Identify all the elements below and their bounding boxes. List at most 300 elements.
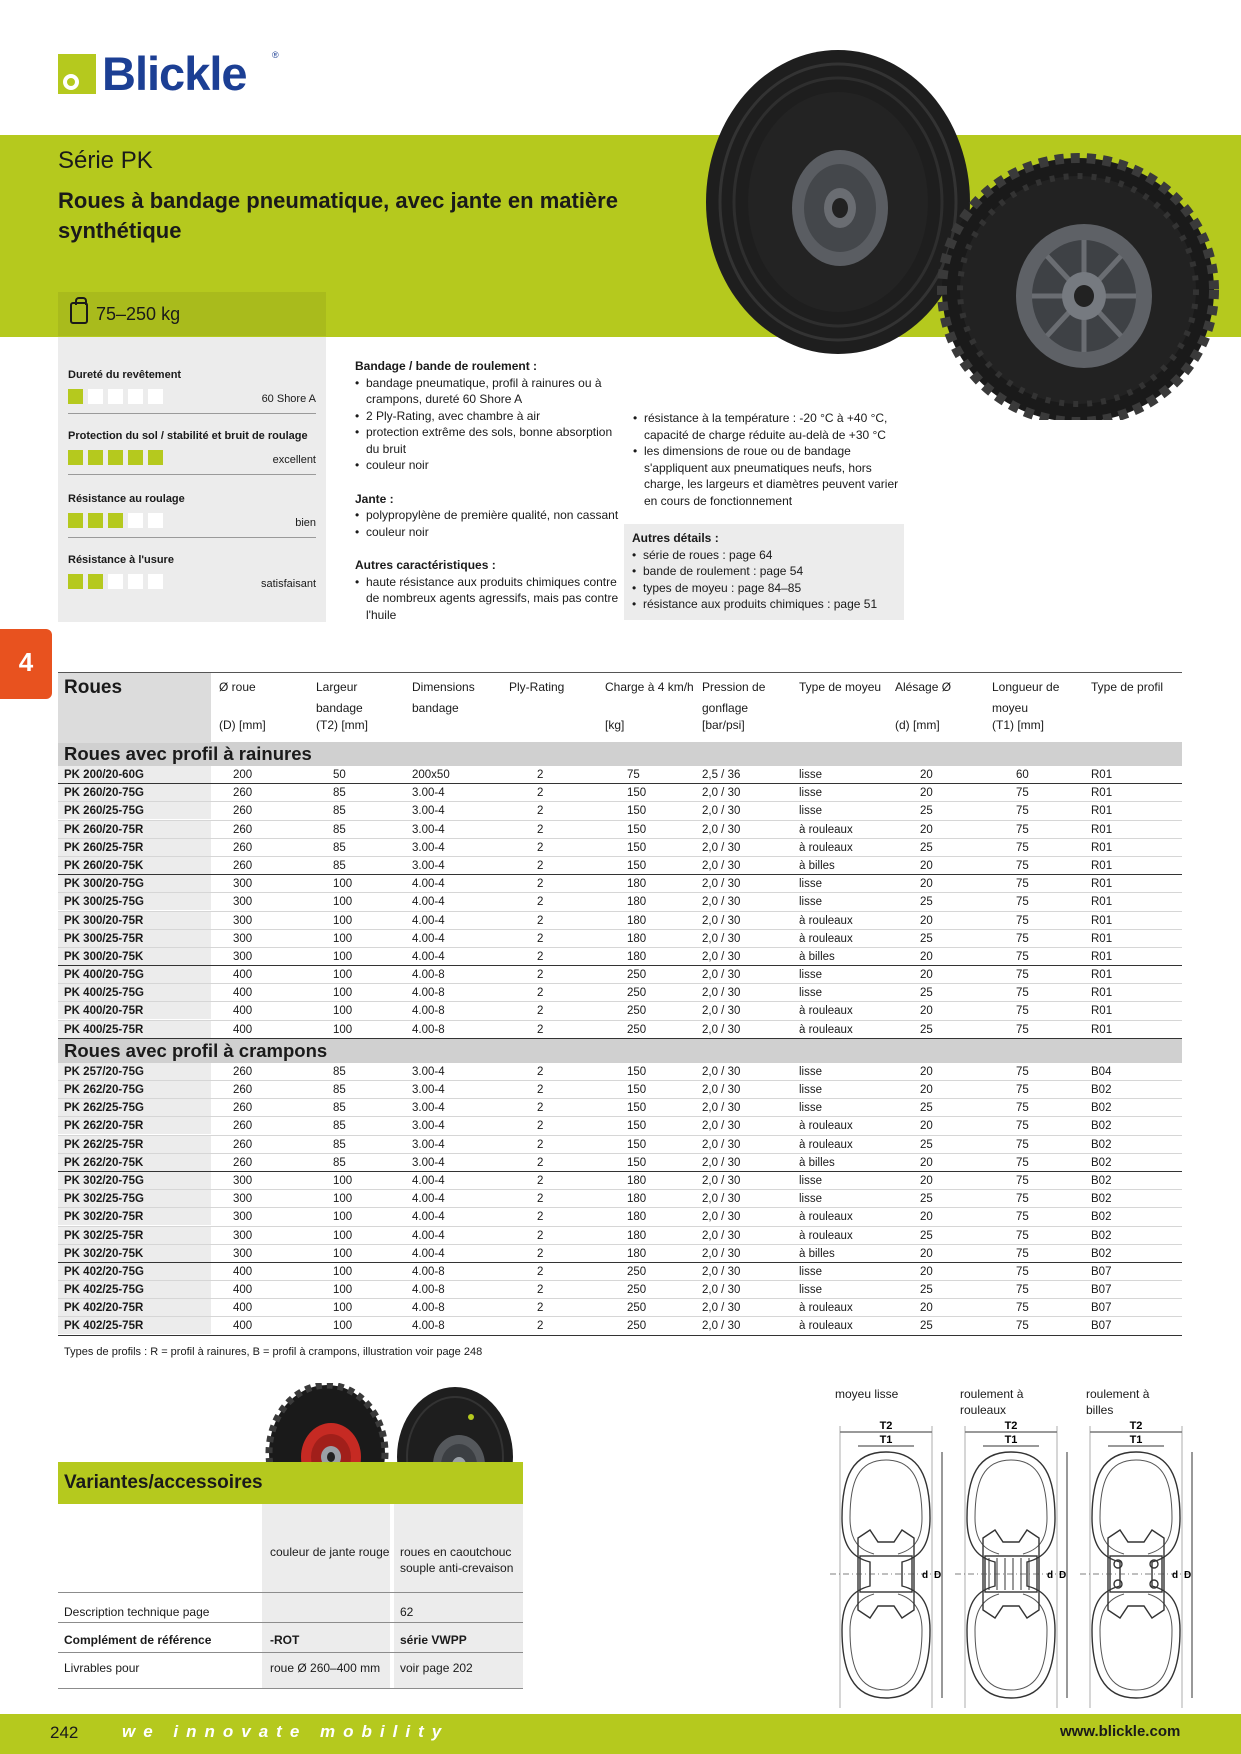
hub-drawing xyxy=(830,1418,950,1718)
table-cell: à rouleaux xyxy=(799,1005,853,1018)
table-cell: 2,0 / 30 xyxy=(702,1265,741,1278)
table-cell: 4.00-4 xyxy=(412,950,445,963)
table-cell: 180 xyxy=(627,896,647,909)
variant-row-label: Description technique page xyxy=(64,1605,210,1619)
table-cell: B07 xyxy=(1091,1302,1112,1315)
table-cell: 20 xyxy=(920,1156,933,1169)
article-number: PK 300/20-75R xyxy=(58,912,211,929)
table-row xyxy=(58,1245,1182,1263)
table-row xyxy=(58,1117,1182,1135)
table-cell: 25 xyxy=(920,805,933,818)
table-cell: 2,0 / 30 xyxy=(702,859,741,872)
article-number: PK 200/20-60G xyxy=(58,766,211,783)
table-cell: 20 xyxy=(920,969,933,982)
table-cell: 2,0 / 30 xyxy=(702,969,741,982)
table-cell: 300 xyxy=(233,1174,253,1187)
rating-square-filled xyxy=(88,574,103,589)
table-cell: 260 xyxy=(233,805,253,818)
table-cell: 100 xyxy=(333,1302,353,1315)
table-cell: B02 xyxy=(1091,1211,1112,1224)
table-cell: 50 xyxy=(333,769,346,781)
table-cell: 3.00-4 xyxy=(412,859,445,872)
variant-row-value: voir page 202 xyxy=(400,1661,473,1675)
svg-text:D: D xyxy=(934,1570,942,1581)
table-cell: 2 xyxy=(537,969,544,982)
table-row xyxy=(58,1263,1182,1281)
table-cell: 2 xyxy=(537,823,544,836)
table-cell: 4.00-8 xyxy=(412,1284,445,1297)
weight-icon xyxy=(70,302,88,324)
table-cell: 85 xyxy=(333,823,346,836)
table-cell: 2 xyxy=(537,1120,544,1133)
table-cell: lisse xyxy=(799,878,823,891)
logo-mark xyxy=(58,54,96,94)
table-cell: 100 xyxy=(333,969,353,982)
article-number: PK 402/20-75R xyxy=(58,1299,211,1316)
rating-rolling-resistance xyxy=(68,493,316,533)
table-cell: B04 xyxy=(1091,1065,1112,1078)
table-cell: 4.00-8 xyxy=(412,1320,445,1333)
list-item: • série de roues : page 64 xyxy=(632,547,896,564)
rating-square-empty xyxy=(128,389,143,404)
table-cell: 2 xyxy=(537,1229,544,1242)
table-cell: 75 xyxy=(1016,1120,1029,1133)
table-cell: 2,0 / 30 xyxy=(702,950,741,963)
rating-square-filled xyxy=(68,513,83,528)
article-number: PK 302/25-75G xyxy=(58,1190,211,1207)
table-cell: 2,0 / 30 xyxy=(702,1247,741,1260)
table-cell: 75 xyxy=(1016,932,1029,945)
column-unit: [kg] xyxy=(605,718,625,732)
svg-text:D: D xyxy=(1184,1570,1192,1581)
table-cell: R01 xyxy=(1091,896,1113,909)
description-column-1 xyxy=(355,358,625,623)
table-row xyxy=(58,966,1182,984)
article-number: PK 262/20-75K xyxy=(58,1154,211,1171)
table-cell: 75 xyxy=(627,769,640,781)
table-cell: 2,0 / 30 xyxy=(702,932,741,945)
table-cell: 300 xyxy=(233,1193,253,1206)
table-cell: 2 xyxy=(537,1065,544,1078)
table-cell: 150 xyxy=(627,805,647,818)
table-cell: 400 xyxy=(233,1023,253,1036)
slogan: we innovate mobility xyxy=(122,1722,450,1741)
article-number: PK 302/20-75G xyxy=(58,1172,211,1189)
rim-list xyxy=(355,507,625,540)
article-number: PK 302/25-75R xyxy=(58,1227,211,1244)
tread-heading: Bandage / bande de roulement : xyxy=(355,359,538,373)
table-row xyxy=(58,875,1182,893)
table-cell: 2 xyxy=(537,859,544,872)
table-cell: 75 xyxy=(1016,1284,1029,1297)
rating-square-filled xyxy=(88,513,103,528)
list-item: • protection extrême des sols, bonne absorption du bruit xyxy=(355,424,625,457)
table-cell: 400 xyxy=(233,969,253,982)
table-cell: 20 xyxy=(920,914,933,927)
table-cell: 3.00-4 xyxy=(412,1102,445,1115)
table-cell: 75 xyxy=(1016,1005,1029,1018)
list-item: • les dimensions de roue ou de bandage s'appliquent aux pneumatiques neufs, hors charge, les largeurs et diamètres peuvent varier en cours de fonctionnement xyxy=(633,443,908,509)
table-cell: 20 xyxy=(920,769,933,781)
rating-name: Protection du sol / stabilité et bruit de roulage xyxy=(68,430,308,442)
table-cell: 85 xyxy=(333,841,346,854)
article-number: PK 260/25-75R xyxy=(58,839,211,856)
table-cell: 300 xyxy=(233,914,253,927)
table-cell: 2 xyxy=(537,914,544,927)
table-cell: à rouleaux xyxy=(799,1302,853,1315)
column-unit: (d) [mm] xyxy=(895,718,940,732)
table-cell: 75 xyxy=(1016,987,1029,1000)
table-cell: 150 xyxy=(627,1156,647,1169)
rating-square-filled xyxy=(128,450,143,465)
table-cell: 20 xyxy=(920,823,933,836)
table-cell: 250 xyxy=(627,987,647,1000)
table-cell: 2 xyxy=(537,1265,544,1278)
table-cell: 2,0 / 30 xyxy=(702,1023,741,1036)
table-cell: 75 xyxy=(1016,914,1029,927)
table-row xyxy=(58,1136,1182,1154)
product-wheels-image xyxy=(700,40,1241,420)
variant-option-solid-rubber: roues en caoutchouc souple anti-crevaison xyxy=(400,1545,514,1575)
table-cell: à rouleaux xyxy=(799,823,853,836)
table-cell: 100 xyxy=(333,1284,353,1297)
table-cell: lisse xyxy=(799,805,823,818)
article-number: PK 262/25-75G xyxy=(58,1099,211,1116)
more-details-box xyxy=(624,524,904,620)
article-number: PK 300/25-75G xyxy=(58,893,211,910)
table-cell: 75 xyxy=(1016,1138,1029,1151)
article-number: PK 260/20-75R xyxy=(58,821,211,838)
table-row xyxy=(58,1099,1182,1117)
table-cell: 2 xyxy=(537,805,544,818)
table-cell: 300 xyxy=(233,1229,253,1242)
table-cell: 4.00-8 xyxy=(412,1302,445,1315)
rating-value: bien xyxy=(295,517,316,529)
table-cell: 180 xyxy=(627,932,647,945)
table-cell: 75 xyxy=(1016,805,1029,818)
table-cell: 150 xyxy=(627,1084,647,1096)
rating-square-empty xyxy=(108,389,123,404)
variant-option-red-rim: couleur de jante rouge xyxy=(270,1545,390,1559)
list-item: • couleur noir xyxy=(355,457,625,474)
table-cell: 25 xyxy=(920,841,933,854)
table-cell: 2,0 / 30 xyxy=(702,1084,741,1096)
table-cell: 2,0 / 30 xyxy=(702,914,741,927)
rating-square-filled xyxy=(148,450,163,465)
table-cell: à rouleaux xyxy=(799,1138,853,1151)
website-link[interactable]: www.blickle.com xyxy=(1060,1723,1181,1740)
rating-square-empty xyxy=(148,513,163,528)
table-cell: 75 xyxy=(1016,823,1029,836)
table-cell: 25 xyxy=(920,932,933,945)
rating-name: Résistance au roulage xyxy=(68,493,185,505)
table-cell: 20 xyxy=(920,1265,933,1278)
table-cell: 150 xyxy=(627,1102,647,1115)
table-cell: 180 xyxy=(627,950,647,963)
article-number: PK 262/25-75R xyxy=(58,1136,211,1153)
column-header: Alésage Ø xyxy=(895,680,952,694)
table-cell: 3.00-4 xyxy=(412,841,445,854)
table-cell: 2,0 / 30 xyxy=(702,896,741,909)
table-cell: 75 xyxy=(1016,1265,1029,1278)
svg-text:d: d xyxy=(922,1570,929,1581)
svg-text:d: d xyxy=(1172,1570,1179,1581)
table-cell: 4.00-8 xyxy=(412,1265,445,1278)
table-cell: 4.00-4 xyxy=(412,932,445,945)
column-unit: (D) [mm] xyxy=(219,718,266,732)
variants-title: Variantes/accessoires xyxy=(64,1472,263,1493)
article-number: PK 402/20-75G xyxy=(58,1263,211,1280)
rating-square-filled xyxy=(88,450,103,465)
table-cell: 3.00-4 xyxy=(412,1120,445,1133)
table-cell: 2,0 / 30 xyxy=(702,1211,741,1224)
table-cell: 75 xyxy=(1016,1023,1029,1036)
table-cell: 300 xyxy=(233,1247,253,1260)
column-header: Pression de gonflage xyxy=(702,680,766,715)
table-cell: 20 xyxy=(920,787,933,800)
table-cell: 180 xyxy=(627,1174,647,1187)
table-cell: 4.00-4 xyxy=(412,1229,445,1242)
article-number: PK 260/20-75K xyxy=(58,857,211,874)
variants-table xyxy=(58,1504,523,1689)
table-cell: 4.00-4 xyxy=(412,1211,445,1224)
table-cell: 3.00-4 xyxy=(412,823,445,836)
list-item: • résistance à la température : -20 °C à +40 °C, capacité de charge réduite au-delà de +30 °C xyxy=(633,410,908,443)
table-cell: 2 xyxy=(537,1084,544,1096)
table-cell: 100 xyxy=(333,896,353,909)
table-cell: 2,0 / 30 xyxy=(702,878,741,891)
svg-text:T1: T1 xyxy=(1004,1434,1018,1446)
series-title: Série PK xyxy=(58,147,153,174)
table-cell: 2,0 / 30 xyxy=(702,1320,741,1333)
table-row xyxy=(58,1281,1182,1299)
column-unit: (T2) [mm] xyxy=(316,718,368,732)
column-unit: (T1) [mm] xyxy=(992,718,1044,732)
table-cell: 25 xyxy=(920,987,933,1000)
table-cell: R01 xyxy=(1091,823,1113,836)
table-cell: 85 xyxy=(333,1120,346,1133)
table-cell: 250 xyxy=(627,1302,647,1315)
table-cell: lisse xyxy=(799,1102,823,1115)
table-row xyxy=(58,857,1182,875)
article-number: PK 300/20-75K xyxy=(58,948,211,965)
svg-text:T2: T2 xyxy=(1129,1420,1143,1432)
table-cell: lisse xyxy=(799,1065,823,1078)
table-cell: à rouleaux xyxy=(799,1229,853,1242)
table-body xyxy=(58,742,1182,1336)
table-cell: 2 xyxy=(537,1247,544,1260)
table-cell: R01 xyxy=(1091,859,1113,872)
rating-value: excellent xyxy=(272,454,316,466)
table-cell: 100 xyxy=(333,878,353,891)
table-cell: 3.00-4 xyxy=(412,1065,445,1078)
table-cell: B07 xyxy=(1091,1320,1112,1333)
table-cell: 2,0 / 30 xyxy=(702,823,741,836)
table-cell: 20 xyxy=(920,1174,933,1187)
table-cell: 100 xyxy=(333,1193,353,1206)
article-number: PK 260/25-75G xyxy=(58,802,211,819)
table-cell: B02 xyxy=(1091,1156,1112,1169)
table-cell: 300 xyxy=(233,1211,253,1224)
article-number: PK 300/20-75G xyxy=(58,875,211,892)
table-cell: 4.00-4 xyxy=(412,914,445,927)
table-cell: 150 xyxy=(627,841,647,854)
rating-square-empty xyxy=(128,574,143,589)
article-number: PK 400/20-75R xyxy=(58,1002,211,1019)
rim-heading: Jante : xyxy=(355,491,394,506)
rating-floor-protection xyxy=(68,430,316,470)
svg-text:T2: T2 xyxy=(879,1420,893,1432)
table-cell: 85 xyxy=(333,787,346,800)
table-cell: lisse xyxy=(799,969,823,982)
table-cell: 2,0 / 30 xyxy=(702,1120,741,1133)
table-row xyxy=(58,1227,1182,1245)
table-cell: 100 xyxy=(333,1211,353,1224)
table-cell: à billes xyxy=(799,859,835,872)
table-row xyxy=(58,1299,1182,1317)
table-cell: 85 xyxy=(333,1138,346,1151)
article-number: PK 262/20-75R xyxy=(58,1117,211,1134)
table-cell: 2 xyxy=(537,1156,544,1169)
table-row xyxy=(58,1081,1182,1099)
table-cell: 100 xyxy=(333,1229,353,1242)
table-cell: 25 xyxy=(920,1284,933,1297)
page-number: 242 xyxy=(50,1723,79,1742)
table-row xyxy=(58,948,1182,966)
section-tab[interactable]: 4 xyxy=(0,629,52,699)
list-item: • bande de roulement : page 54 xyxy=(632,563,896,580)
variant-row-label: Complément de référence xyxy=(64,1633,212,1647)
table-cell: 2 xyxy=(537,987,544,1000)
table-title-cell xyxy=(58,673,211,743)
table-cell: à rouleaux xyxy=(799,1120,853,1133)
table-cell: 100 xyxy=(333,1265,353,1278)
variants-band xyxy=(58,1462,523,1504)
table-cell: 2 xyxy=(537,1302,544,1315)
table-cell: lisse xyxy=(799,1193,823,1206)
table-row xyxy=(58,1002,1182,1020)
table-cell: 2,0 / 30 xyxy=(702,1284,741,1297)
table-cell: 2,0 / 30 xyxy=(702,1229,741,1242)
table-cell: 85 xyxy=(333,1102,346,1115)
table-cell: 250 xyxy=(627,1284,647,1297)
table-cell: 60 xyxy=(1016,769,1029,781)
rating-square-empty xyxy=(148,389,163,404)
table-cell: lisse xyxy=(799,787,823,800)
table-cell: R01 xyxy=(1091,914,1113,927)
table-cell: 180 xyxy=(627,1247,647,1260)
table-cell: lisse xyxy=(799,1265,823,1278)
table-cell: 100 xyxy=(333,987,353,1000)
variant-row-value: -ROT xyxy=(270,1633,300,1647)
column-header: Charge à 4 km/h xyxy=(605,680,694,694)
table-cell: B02 xyxy=(1091,1229,1112,1242)
table-cell: 75 xyxy=(1016,1174,1029,1187)
table-cell: 2 xyxy=(537,878,544,891)
table-cell: 150 xyxy=(627,1138,647,1151)
table-section-title: Roues avec profil à crampons xyxy=(58,1039,1182,1063)
table-cell: 150 xyxy=(627,823,647,836)
drawing-label-ball-bearing: roulement à billes xyxy=(1086,1387,1150,1417)
table-cell: 75 xyxy=(1016,1211,1029,1224)
article-number: PK 400/20-75G xyxy=(58,966,211,983)
column-header: Type de moyeu xyxy=(799,680,882,694)
table-cell: 75 xyxy=(1016,969,1029,982)
article-number: PK 402/25-75R xyxy=(58,1317,211,1334)
table-cell: 20 xyxy=(920,950,933,963)
table-cell: 25 xyxy=(920,1138,933,1151)
table-cell: 2 xyxy=(537,1193,544,1206)
table-cell: B02 xyxy=(1091,1102,1112,1115)
other-features-list xyxy=(355,574,625,624)
table-row xyxy=(58,1154,1182,1172)
svg-text:D: D xyxy=(1059,1570,1067,1581)
tread-list xyxy=(355,375,625,474)
table-cell: 180 xyxy=(627,1211,647,1224)
table-cell: R01 xyxy=(1091,878,1113,891)
table-row xyxy=(58,1208,1182,1226)
table-cell: 400 xyxy=(233,987,253,1000)
table-cell: 2 xyxy=(537,1023,544,1036)
table-cell: 2,0 / 30 xyxy=(702,1065,741,1078)
table-cell: 85 xyxy=(333,805,346,818)
rating-wear-resistance xyxy=(68,554,316,594)
table-cell: 75 xyxy=(1016,787,1029,800)
table-cell: 300 xyxy=(233,950,253,963)
table-cell: 4.00-4 xyxy=(412,1193,445,1206)
table-cell: 2 xyxy=(537,1320,544,1333)
table-cell: 75 xyxy=(1016,841,1029,854)
table-row xyxy=(58,784,1182,802)
rating-value: 60 Shore A xyxy=(261,393,316,405)
table-cell: 2,0 / 30 xyxy=(702,1174,741,1187)
table-row xyxy=(58,984,1182,1002)
table-cell: 100 xyxy=(333,932,353,945)
table-cell: 2,5 / 36 xyxy=(702,769,741,781)
more-details-list xyxy=(632,547,896,613)
table-cell: 75 xyxy=(1016,1229,1029,1242)
table-cell: 3.00-4 xyxy=(412,1138,445,1151)
table-cell: R01 xyxy=(1091,969,1113,982)
table-cell: 20 xyxy=(920,1065,933,1078)
column-unit: [bar/psi] xyxy=(702,718,745,732)
hub-drawing xyxy=(1080,1418,1200,1718)
brand-logo xyxy=(58,47,288,100)
table-header xyxy=(58,672,1182,742)
temperature-dimension-notes xyxy=(633,410,908,509)
table-cell: 2 xyxy=(537,787,544,800)
table-cell: 250 xyxy=(627,969,647,982)
table-cell: 4.00-4 xyxy=(412,1174,445,1187)
table-row xyxy=(58,839,1182,857)
table-cell: 2,0 / 30 xyxy=(702,987,741,1000)
table-cell: R01 xyxy=(1091,787,1113,800)
table-cell: 260 xyxy=(233,1138,253,1151)
table-cell: R01 xyxy=(1091,987,1113,1000)
table-cell: 25 xyxy=(920,1023,933,1036)
table-cell: 75 xyxy=(1016,1193,1029,1206)
table-cell: 2 xyxy=(537,1102,544,1115)
table-cell: 300 xyxy=(233,896,253,909)
svg-text:T2: T2 xyxy=(1004,1420,1018,1432)
product-title: Roues à bandage pneumatique, avec jante en matière synthétique xyxy=(58,188,618,243)
table-cell: 75 xyxy=(1016,1084,1029,1096)
article-number: PK 400/25-75R xyxy=(58,1021,211,1038)
table-cell: 2 xyxy=(537,1174,544,1187)
table-cell: 25 xyxy=(920,1229,933,1242)
drawing-label-roller-bearing: roulement à rouleaux xyxy=(960,1387,1024,1417)
table-cell: 3.00-4 xyxy=(412,1156,445,1169)
